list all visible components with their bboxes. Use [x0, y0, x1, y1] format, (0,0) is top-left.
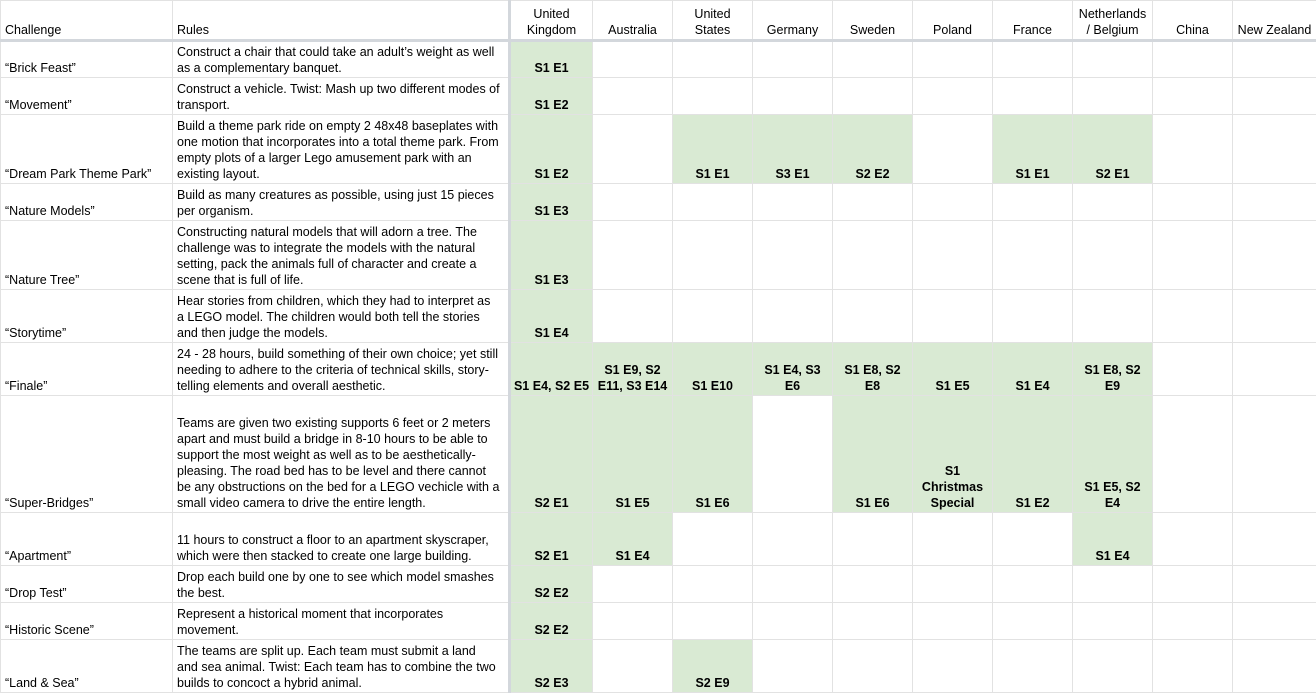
rules-cell[interactable]: Build as many creatures as possible, using just 15 pieces per organism.	[173, 184, 510, 221]
challenge-cell[interactable]: “Dream Park Theme Park”	[1, 115, 173, 184]
episode-cell-france[interactable]	[993, 221, 1073, 290]
episode-cell-poland[interactable]: S1 Christmas Special	[913, 396, 993, 513]
rules-cell[interactable]: Teams are given two existing supports 6 feet or 2 meters apart and must build a bridge in 8-10 hours to be able to support the most weight as well as to be aesthetically-pleasing. The road bed has to be level and there cannot be any obstructions on the bed for a LEGO vechicle with a small video camera to drive the entire length.	[173, 396, 510, 513]
episode-cell-netherlands-belgium[interactable]	[1073, 184, 1153, 221]
challenge-cell[interactable]: “Storytime”	[1, 290, 173, 343]
episode-cell-france[interactable]	[993, 41, 1073, 78]
episode-cell-germany[interactable]	[753, 513, 833, 566]
episode-cell-sweden[interactable]: S1 E8, S2 E8	[833, 343, 913, 396]
episode-cell-germany[interactable]	[753, 396, 833, 513]
episode-cell-netherlands-belgium[interactable]: S1 E8, S2 E9	[1073, 343, 1153, 396]
episode-cell-united-kingdom[interactable]: S2 E1	[510, 513, 593, 566]
header-row	[1, 1, 1316, 41]
episode-cell-france[interactable]	[993, 184, 1073, 221]
episode-cell-new-zealand[interactable]	[1233, 184, 1316, 221]
episode-cell-sweden[interactable]	[833, 640, 913, 693]
episode-cell-sweden[interactable]: S1 E6	[833, 396, 913, 513]
episode-cell-poland[interactable]	[913, 290, 993, 343]
header-country-france[interactable]: France	[993, 1, 1073, 41]
episode-cell-poland[interactable]	[913, 78, 993, 115]
rules-cell[interactable]: Build a theme park ride on empty 2 48x48 baseplates with one motion that incorporates into a total theme park. From empty plots of a larger Lego amusement park with an existing layout.	[173, 115, 510, 184]
table-row	[1, 566, 1316, 603]
episode-cell-sweden[interactable]	[833, 78, 913, 115]
challenge-cell[interactable]: “Nature Models”	[1, 184, 173, 221]
episode-cell-poland[interactable]	[913, 115, 993, 184]
episode-cell-sweden[interactable]	[833, 566, 913, 603]
episode-cell-united-kingdom[interactable]: S2 E3	[510, 640, 593, 693]
episode-cell-china[interactable]	[1153, 184, 1233, 221]
episode-cell-china[interactable]	[1153, 221, 1233, 290]
episode-cell-australia[interactable]	[593, 603, 673, 640]
episode-cell-france[interactable]	[993, 640, 1073, 693]
table-row	[1, 396, 1316, 513]
episode-cell-netherlands-belgium[interactable]	[1073, 640, 1153, 693]
episode-cell-new-zealand[interactable]	[1233, 603, 1316, 640]
episode-cell-netherlands-belgium[interactable]	[1073, 221, 1153, 290]
episode-cell-united-states[interactable]: S1 E1	[673, 115, 753, 184]
episode-cell-united-states[interactable]	[673, 290, 753, 343]
episode-cell-sweden[interactable]	[833, 184, 913, 221]
episode-cell-netherlands-belgium[interactable]: S1 E4	[1073, 513, 1153, 566]
rules-cell[interactable]: Drop each build one by one to see which model smashes the best.	[173, 566, 510, 603]
episode-cell-china[interactable]	[1153, 396, 1233, 513]
table-row	[1, 640, 1316, 693]
rules-cell[interactable]: Constructing natural models that will adorn a tree. The challenge was to integrate the models with the natural setting, pack the animals full of character and create a scene that is full of life.	[173, 221, 510, 290]
rules-cell[interactable]: Construct a vehicle. Twist: Mash up two different modes of transport.	[173, 78, 510, 115]
episode-cell-germany[interactable]: S1 E4, S3 E6	[753, 343, 833, 396]
episode-cell-united-states[interactable]	[673, 513, 753, 566]
episode-cell-france[interactable]	[993, 78, 1073, 115]
episode-cell-sweden[interactable]	[833, 221, 913, 290]
episode-cell-united-kingdom[interactable]: S1 E4, S2 E5	[510, 343, 593, 396]
episode-cell-new-zealand[interactable]	[1233, 513, 1316, 566]
episode-cell-france[interactable]	[993, 290, 1073, 343]
episode-cell-australia[interactable]	[593, 290, 673, 343]
header-country-australia[interactable]: Australia	[593, 1, 673, 41]
rules-cell[interactable]: The teams are split up. Each team must submit a land and sea animal. Twist: Each team has to combine the two builds to concoct a hybrid animal.	[173, 640, 510, 693]
episode-cell-australia[interactable]: S1 E9, S2 E11, S3 E14	[593, 343, 673, 396]
episode-cell-australia[interactable]	[593, 221, 673, 290]
header-country-china[interactable]: China	[1153, 1, 1233, 41]
episode-cell-sweden[interactable]	[833, 603, 913, 640]
episode-cell-sweden[interactable]	[833, 290, 913, 343]
challenge-cell[interactable]: “Apartment”	[1, 513, 173, 566]
episode-cell-united-states[interactable]	[673, 566, 753, 603]
episode-cell-netherlands-belgium[interactable]	[1073, 603, 1153, 640]
challenge-cell[interactable]: “Nature Tree”	[1, 221, 173, 290]
episode-cell-poland[interactable]	[913, 513, 993, 566]
episode-cell-france[interactable]: S1 E4	[993, 343, 1073, 396]
episode-cell-germany[interactable]: S3 E1	[753, 115, 833, 184]
header-country-new-zealand[interactable]: New Zealand	[1233, 1, 1316, 41]
episode-cell-france[interactable]: S1 E2	[993, 396, 1073, 513]
episode-cell-china[interactable]	[1153, 513, 1233, 566]
episode-cell-united-states[interactable]: S2 E9	[673, 640, 753, 693]
header-country-germany[interactable]: Germany	[753, 1, 833, 41]
episode-cell-france[interactable]	[993, 513, 1073, 566]
episode-cell-new-zealand[interactable]	[1233, 290, 1316, 343]
challenge-cell[interactable]: “Finale”	[1, 343, 173, 396]
episode-cell-china[interactable]	[1153, 343, 1233, 396]
table-row	[1, 290, 1316, 343]
episode-cell-germany[interactable]	[753, 603, 833, 640]
sheet-body	[1, 41, 1316, 693]
episode-cell-sweden[interactable]: S2 E2	[833, 115, 913, 184]
episode-cell-new-zealand[interactable]	[1233, 640, 1316, 693]
episode-cell-poland[interactable]	[913, 603, 993, 640]
episode-cell-china[interactable]	[1153, 290, 1233, 343]
episode-cell-netherlands-belgium[interactable]	[1073, 41, 1153, 78]
challenge-cell[interactable]: “Movement”	[1, 78, 173, 115]
episode-cell-germany[interactable]	[753, 221, 833, 290]
episode-cell-netherlands-belgium[interactable]	[1073, 290, 1153, 343]
table-row	[1, 115, 1316, 184]
episode-cell-netherlands-belgium[interactable]	[1073, 78, 1153, 115]
episode-cell-china[interactable]	[1153, 115, 1233, 184]
episode-cell-united-states[interactable]	[673, 41, 753, 78]
episode-cell-united-kingdom[interactable]: S1 E3	[510, 221, 593, 290]
header-country-united-kingdom[interactable]: United Kingdom	[510, 1, 593, 41]
episode-cell-australia[interactable]	[593, 640, 673, 693]
episode-cell-united-states[interactable]	[673, 78, 753, 115]
header-rules[interactable]: Rules	[173, 1, 510, 41]
episode-cell-new-zealand[interactable]	[1233, 115, 1316, 184]
episode-cell-china[interactable]	[1153, 603, 1233, 640]
episode-cell-germany[interactable]	[753, 566, 833, 603]
table-row	[1, 184, 1316, 221]
rules-cell[interactable]: 24 - 28 hours, build something of their own choice; yet still needing to adhere to the criteria of technical skills, story-telling elements and overall aesthetic.	[173, 343, 510, 396]
episode-cell-australia[interactable]: S1 E4	[593, 513, 673, 566]
episode-cell-australia[interactable]	[593, 566, 673, 603]
episode-cell-new-zealand[interactable]	[1233, 78, 1316, 115]
episode-cell-new-zealand[interactable]	[1233, 396, 1316, 513]
episode-cell-poland[interactable]	[913, 41, 993, 78]
episode-cell-united-states[interactable]	[673, 221, 753, 290]
episode-cell-united-states[interactable]: S1 E6	[673, 396, 753, 513]
episode-cell-netherlands-belgium[interactable]: S1 E5, S2 E4	[1073, 396, 1153, 513]
episode-cell-france[interactable]: S1 E1	[993, 115, 1073, 184]
episode-cell-united-kingdom[interactable]: S1 E4	[510, 290, 593, 343]
header-country-sweden[interactable]: Sweden	[833, 1, 913, 41]
table-row	[1, 78, 1316, 115]
episode-cell-new-zealand[interactable]	[1233, 566, 1316, 603]
header-challenge[interactable]: Challenge	[1, 1, 173, 41]
table-row	[1, 603, 1316, 640]
header-country-netherlands-belgium[interactable]: Netherlands / Belgium	[1073, 1, 1153, 41]
episode-cell-france[interactable]	[993, 603, 1073, 640]
episode-cell-germany[interactable]	[753, 640, 833, 693]
episode-cell-australia[interactable]	[593, 184, 673, 221]
episode-cell-germany[interactable]	[753, 78, 833, 115]
episode-cell-united-kingdom[interactable]: S2 E2	[510, 603, 593, 640]
episode-cell-netherlands-belgium[interactable]	[1073, 566, 1153, 603]
episode-cell-australia[interactable]: S1 E5	[593, 396, 673, 513]
challenge-cell[interactable]: “Drop Test”	[1, 566, 173, 603]
episode-cell-new-zealand[interactable]	[1233, 343, 1316, 396]
challenge-cell[interactable]: “Historic Scene”	[1, 603, 173, 640]
rules-cell[interactable]: Construct a chair that could take an adult’s weight as well as a complementary banquet.	[173, 41, 510, 78]
episode-cell-united-states[interactable]	[673, 184, 753, 221]
episode-cell-united-kingdom[interactable]: S1 E3	[510, 184, 593, 221]
episode-cell-united-kingdom[interactable]: S1 E2	[510, 115, 593, 184]
episode-cell-poland[interactable]	[913, 640, 993, 693]
episode-cell-france[interactable]	[993, 566, 1073, 603]
table-row	[1, 513, 1316, 566]
episode-cell-united-kingdom[interactable]: S2 E2	[510, 566, 593, 603]
episode-cell-australia[interactable]	[593, 78, 673, 115]
episode-cell-germany[interactable]	[753, 41, 833, 78]
episode-cell-china[interactable]	[1153, 78, 1233, 115]
challenge-cell[interactable]: “Land & Sea”	[1, 640, 173, 693]
table-row	[1, 343, 1316, 396]
rules-cell[interactable]: 11 hours to construct a floor to an apartment skyscraper, which were then stacked to create one large building.	[173, 513, 510, 566]
episode-cell-australia[interactable]	[593, 41, 673, 78]
challenge-cell[interactable]: “Brick Feast”	[1, 41, 173, 78]
table-row	[1, 221, 1316, 290]
episode-cell-united-kingdom[interactable]: S2 E1	[510, 396, 593, 513]
episode-cell-germany[interactable]	[753, 290, 833, 343]
episode-cell-sweden[interactable]	[833, 41, 913, 78]
episode-cell-new-zealand[interactable]	[1233, 41, 1316, 78]
episode-cell-australia[interactable]	[593, 115, 673, 184]
episode-cell-poland[interactable]	[913, 184, 993, 221]
rules-cell[interactable]: Hear stories from children, which they had to interpret as a LEGO model. The children would both tell the stories and then judge the models.	[173, 290, 510, 343]
episode-cell-china[interactable]	[1153, 566, 1233, 603]
challenge-cell[interactable]: “Super-Bridges”	[1, 396, 173, 513]
header-country-united-states[interactable]: United States	[673, 1, 753, 41]
table-row	[1, 41, 1316, 78]
episode-cell-united-states[interactable]	[673, 603, 753, 640]
episode-cell-poland[interactable]: S1 E5	[913, 343, 993, 396]
episode-cell-united-states[interactable]: S1 E10	[673, 343, 753, 396]
episode-cell-poland[interactable]	[913, 221, 993, 290]
episode-cell-new-zealand[interactable]	[1233, 221, 1316, 290]
rules-cell[interactable]: Represent a historical moment that incorporates movement.	[173, 603, 510, 640]
header-country-poland[interactable]: Poland	[913, 1, 993, 41]
episode-cell-netherlands-belgium[interactable]: S2 E1	[1073, 115, 1153, 184]
episode-cell-sweden[interactable]	[833, 513, 913, 566]
episode-cell-germany[interactable]	[753, 184, 833, 221]
episode-cell-poland[interactable]	[913, 566, 993, 603]
episode-cell-china[interactable]	[1153, 640, 1233, 693]
episode-cell-united-kingdom[interactable]: S1 E1	[510, 41, 593, 78]
episode-cell-united-kingdom[interactable]: S1 E2	[510, 78, 593, 115]
episode-cell-china[interactable]	[1153, 41, 1233, 78]
